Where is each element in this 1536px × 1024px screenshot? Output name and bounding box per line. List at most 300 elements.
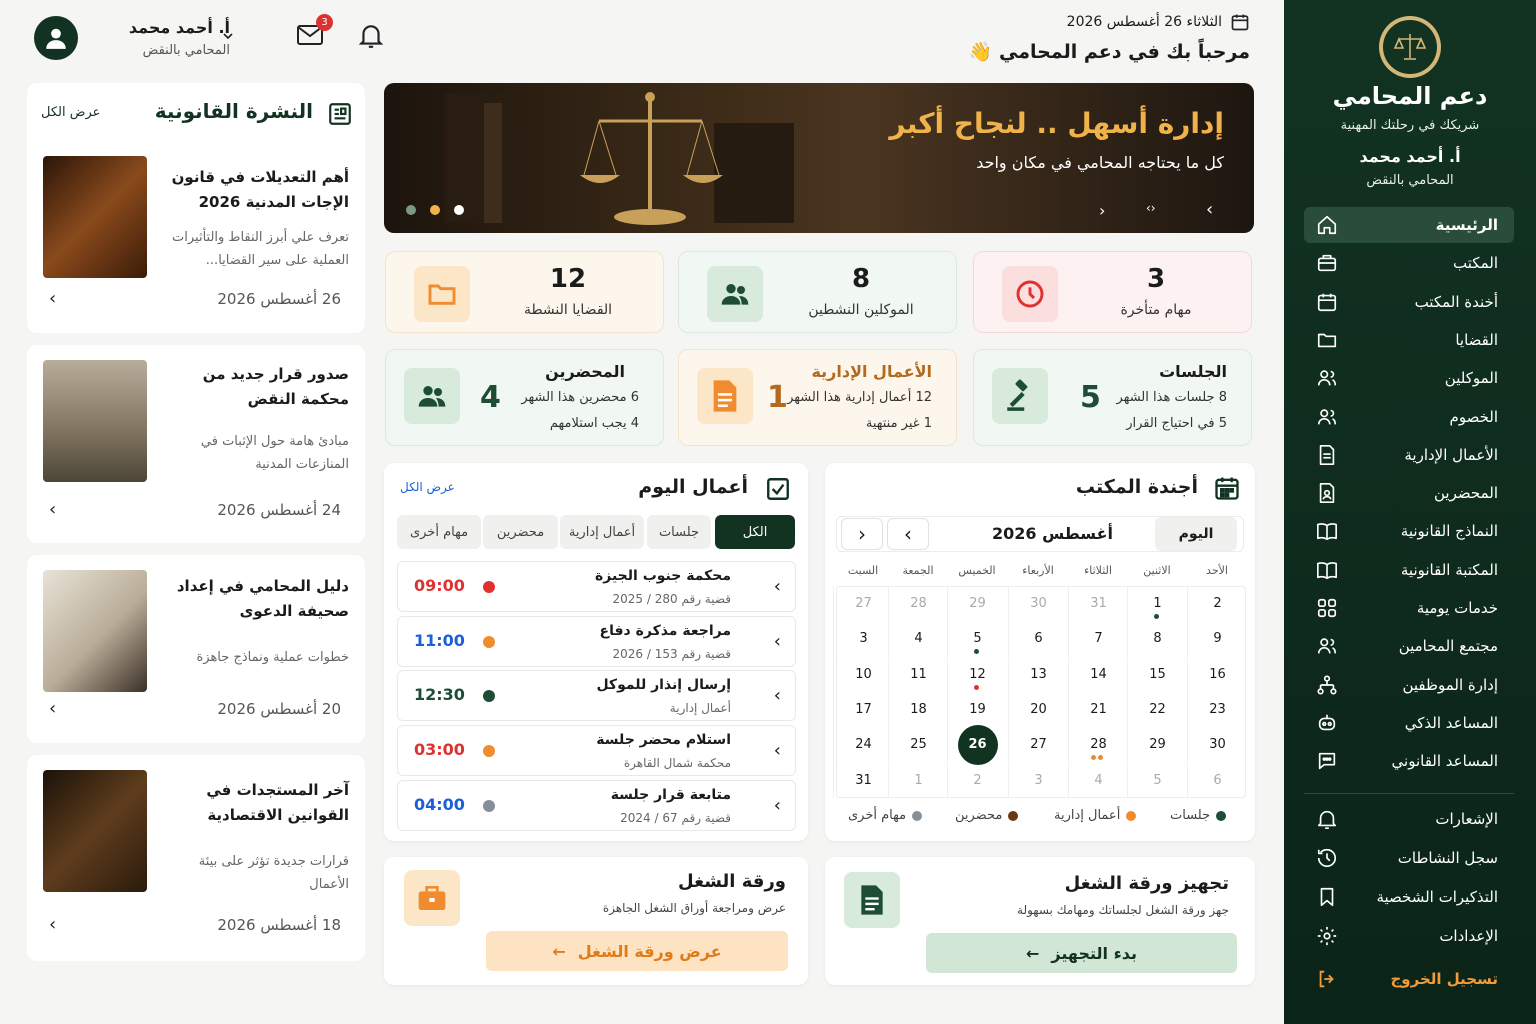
- sidebar-item-label: الإشعارات: [1435, 810, 1498, 828]
- calendar-day[interactable]: [1187, 763, 1247, 798]
- calendar-day-number: 13: [1030, 666, 1047, 682]
- stat-value: 4: [480, 380, 501, 415]
- calendar-day-number: 30: [1209, 737, 1226, 753]
- news-view-all-link[interactable]: عرض الكل: [41, 105, 101, 120]
- calendar-day[interactable]: [1187, 586, 1247, 621]
- robot-icon: [1316, 712, 1338, 734]
- calendar-day[interactable]: [833, 621, 893, 656]
- calendar-day[interactable]: [1127, 763, 1187, 798]
- calendar-day[interactable]: [888, 727, 948, 762]
- calendar-icon: [1316, 291, 1338, 313]
- avatar: [34, 16, 78, 60]
- worksheet-card: [384, 857, 808, 985]
- sidebar-item-14[interactable]: [1304, 743, 1514, 779]
- news-item-date: 26 أغسطس 2026: [217, 290, 341, 308]
- calendar-day-number: 7: [1094, 631, 1103, 647]
- tab-1[interactable]: جلسات: [647, 515, 711, 549]
- stat-value: 12: [549, 264, 587, 294]
- stat-line1: 12 أعمال إدارية هذا الشهر: [787, 390, 932, 405]
- checkbox-icon: [765, 476, 791, 502]
- calendar-day-number: 30: [1030, 596, 1047, 611]
- start-prepare-label: بدء التجهيز: [1051, 943, 1138, 963]
- tab-0[interactable]: الكل: [715, 515, 795, 549]
- logout-button[interactable]: [1304, 961, 1514, 997]
- calendar-day-number: 28: [910, 596, 927, 611]
- stat-line2: 5 في احتياج القرار: [1126, 416, 1227, 431]
- users-icon: [1316, 367, 1338, 389]
- carousel-prev-icon[interactable]: ‹: [1099, 201, 1106, 220]
- calendar-day-number: 2: [1213, 596, 1222, 611]
- news-item-title: دليل المحامي في إعداد صحيفة الدعوى: [176, 577, 349, 620]
- task-time: 11:00: [414, 630, 465, 650]
- news-item[interactable]: [27, 143, 365, 333]
- chevron-right-icon[interactable]: ›: [773, 740, 781, 762]
- calendar-day[interactable]: [1187, 727, 1247, 762]
- sidebar-item-9[interactable]: [1304, 552, 1514, 588]
- prev-month-icon[interactable]: ‹: [841, 518, 883, 550]
- news-title: النشرة القانونية: [154, 99, 313, 123]
- weekday-label: السبت: [847, 564, 879, 577]
- users-icon: [1316, 406, 1338, 428]
- calendar-day-number: 6: [1213, 772, 1222, 788]
- home-icon: [1316, 214, 1338, 236]
- sidebar-item-5[interactable]: [1304, 399, 1514, 435]
- sidebar-item-label: الموكلين: [1444, 369, 1498, 388]
- header-user-name: أ. أحمد محمد: [128, 18, 230, 37]
- start-prepare-button[interactable]: [926, 933, 1237, 973]
- sidebar-item-label: مجتمع المحامين: [1398, 637, 1498, 656]
- task-time: 09:00: [414, 576, 465, 595]
- task-time: 04:00: [414, 794, 465, 814]
- calendar-day-number: 25: [910, 737, 927, 753]
- welcome-message: مرحباً بك في دعم المحامي 👋: [968, 41, 1250, 63]
- calendar-day[interactable]: [1127, 692, 1187, 727]
- stat-active-cases[interactable]: [385, 251, 664, 333]
- document-user-icon: [1316, 482, 1338, 504]
- sidebar-item-label: النماذج القانونية: [1400, 522, 1498, 541]
- chevron-right-icon[interactable]: ›: [49, 698, 57, 719]
- today-title: أعمال اليوم: [638, 476, 748, 498]
- stat-label: مهام متأخرة: [1120, 302, 1192, 318]
- news-item-title: صدور قرار جديد من محكمة النقض: [202, 365, 349, 408]
- sidebar-item-label: سجل النشاطات: [1397, 849, 1498, 867]
- calendar-day-number: 23: [1209, 701, 1226, 717]
- calendar-day-number: 6: [1034, 631, 1043, 647]
- sidebar-item-label: المساعد القانوني: [1391, 752, 1498, 771]
- sidebar-item-4[interactable]: [1304, 360, 1514, 396]
- next-month-icon[interactable]: ›: [887, 518, 929, 550]
- app-tagline: شريكك في رحلتك المهنية: [1340, 118, 1480, 133]
- header-user-role: المحامي بالنقض: [142, 43, 230, 58]
- org-icon: [1316, 674, 1338, 696]
- sidebar-bottom-item-1[interactable]: [1304, 840, 1514, 876]
- tab-3[interactable]: محضرين: [483, 515, 558, 549]
- news-item-date: 20 أغسطس 2026: [217, 700, 341, 718]
- sidebar-item-label: المكتبة القانونية: [1400, 560, 1498, 579]
- calendar-icon: [1213, 474, 1241, 502]
- stat-title: الجلسات: [1159, 362, 1227, 381]
- task-row[interactable]: [397, 780, 796, 831]
- calendar-day-number: 29: [1149, 737, 1166, 753]
- news-item[interactable]: [27, 555, 365, 743]
- bell-icon: [1316, 808, 1338, 830]
- bell-icon[interactable]: [358, 22, 384, 50]
- task-title: مراجعة مذكرة دفاع: [599, 622, 731, 639]
- bookmark-icon: [1316, 886, 1338, 908]
- sidebar-bottom-item-3[interactable]: [1304, 918, 1514, 954]
- news-item-desc: خطوات عملية ونماذج جاهزة: [196, 650, 349, 665]
- calendar-day-number: 22: [1149, 701, 1166, 717]
- calendar-day-number: 31: [855, 772, 872, 788]
- users-icon: [1316, 635, 1338, 657]
- task-subtitle: قضية رقم 67 / 2024: [620, 810, 731, 825]
- legend-label: أعمال إدارية: [1054, 808, 1121, 823]
- calendar-day-number: 17: [855, 701, 872, 717]
- sidebar-user-name: أ. أحمد محمد: [1359, 147, 1461, 166]
- calendar-legend-item: [955, 808, 1018, 823]
- folder-icon: [414, 266, 470, 322]
- calendar-day-number: 27: [1030, 737, 1047, 753]
- calendar-day[interactable]: [888, 657, 948, 692]
- calendar-day[interactable]: [947, 692, 1007, 727]
- carousel-dot[interactable]: [406, 205, 416, 215]
- sidebar-item-label: أخندة المكتب: [1414, 292, 1498, 311]
- task-row[interactable]: [397, 670, 796, 721]
- calendar-day[interactable]: [1008, 586, 1068, 621]
- legend-swatch: [912, 811, 922, 821]
- calendar-day-number: 3: [1034, 772, 1043, 788]
- sidebar-user-role: المحامي بالنقض: [1366, 173, 1454, 188]
- clock-icon: [1002, 266, 1058, 322]
- stat-title: الأعمال الإدارية: [811, 362, 932, 381]
- hero-banner: [384, 83, 1254, 233]
- legend-swatch: [1008, 811, 1018, 821]
- task-row[interactable]: [397, 561, 796, 612]
- stat-value: 1: [767, 380, 788, 415]
- weekday-label: الأربعاء: [1022, 564, 1054, 577]
- calendar-day[interactable]: [1187, 692, 1247, 727]
- calendar-day[interactable]: [833, 657, 893, 692]
- calendar-day-number: 29: [969, 596, 986, 611]
- news-item-desc: قرارات جديدة تؤثر على بيئة الأعمال: [198, 854, 349, 892]
- sidebar-item-8[interactable]: [1304, 513, 1514, 549]
- news-item-date: 18 أغسطس 2026: [217, 916, 341, 934]
- newspaper-icon: [327, 101, 353, 127]
- today-button[interactable]: اليوم: [1155, 517, 1237, 551]
- legend-label: جلسات: [1170, 808, 1211, 823]
- sidebar-item-label: المكتب: [1453, 254, 1498, 273]
- briefcase-icon: [404, 870, 460, 926]
- calendar-legend-item: [1170, 808, 1226, 823]
- sidebar-item-label: التذكيرات الشخصية: [1376, 888, 1498, 906]
- stat-sessions[interactable]: [973, 349, 1252, 446]
- calendar-day[interactable]: [1008, 621, 1068, 656]
- gavel-icon: [992, 368, 1048, 424]
- sidebar-item-12[interactable]: [1304, 667, 1514, 703]
- stat-title: المحضرين: [545, 362, 625, 381]
- legend-swatch: [1216, 811, 1226, 821]
- news-item-title: أهم التعديلات في قانون الإجات المدنية 2026: [171, 168, 349, 211]
- calendar-day-number: 10: [855, 666, 872, 682]
- task-status-dot: [483, 800, 495, 812]
- weekday-label: الجمعة: [902, 564, 934, 577]
- task-subtitle: محكمة شمال القاهرة: [623, 756, 731, 771]
- calendar-day-number: 19: [969, 701, 986, 717]
- calendar-day[interactable]: [1127, 621, 1187, 656]
- stat-value: 5: [1080, 380, 1101, 415]
- weekday-label: الخميس: [958, 564, 996, 577]
- task-status-dot: [483, 690, 495, 702]
- chevron-right-icon[interactable]: ›: [773, 630, 781, 652]
- document-icon: [697, 368, 753, 424]
- hero-subtitle: كل ما يحتاجه المحامي في مكان واحد: [976, 153, 1224, 172]
- calendar-day-number: 20: [1030, 701, 1047, 717]
- stat-bailiffs[interactable]: [385, 349, 664, 446]
- carousel-dots[interactable]: [406, 205, 464, 215]
- header-date: [1067, 12, 1250, 32]
- sidebar-bottom-item-0[interactable]: [1304, 801, 1514, 837]
- news-item-date: 24 أغسطس 2026: [217, 501, 341, 519]
- legend-swatch: [1126, 811, 1136, 821]
- today-view-all-link[interactable]: عرض الكل: [400, 480, 455, 494]
- chevron-down-icon[interactable]: [220, 28, 236, 44]
- chevron-right-icon[interactable]: ›: [773, 685, 781, 707]
- sidebar-item-label: المحضرين: [1434, 484, 1498, 503]
- task-title: محكمة جنوب الجيزة: [594, 568, 731, 584]
- users-icon: [404, 368, 460, 424]
- news-thumbnail: [43, 570, 147, 692]
- calendar-day[interactable]: [1127, 727, 1187, 762]
- sidebar-item-2[interactable]: [1304, 284, 1514, 320]
- calendar-day[interactable]: [1068, 692, 1128, 727]
- header-date-text: الثلاثاء 26 أغسطس 2026: [1066, 14, 1222, 30]
- legend-label: محضرين: [955, 808, 1003, 823]
- news-item-title: آخر المستجدات في القوانين الاقتصادية: [206, 781, 349, 824]
- stat-line1: 8 جلسات هذا الشهر: [1116, 390, 1227, 405]
- stat-label: القضايا النشطة: [523, 302, 613, 318]
- stat-line1: 6 محضرين هذا الشهر: [521, 390, 639, 405]
- task-row[interactable]: [397, 616, 796, 667]
- app-title: دعم المحامي: [1332, 82, 1488, 110]
- worksheet-title: ورقة الشغل: [678, 871, 786, 892]
- calendar-day[interactable]: [1008, 727, 1068, 762]
- calendar-day[interactable]: [1008, 763, 1068, 798]
- stat-overdue-tasks[interactable]: [973, 251, 1252, 333]
- calendar-day[interactable]: [947, 586, 1007, 621]
- sidebar: [1284, 0, 1536, 1024]
- logo-scales-icon: [1379, 16, 1441, 78]
- news-thumbnail: [43, 770, 147, 892]
- calendar-day-number: 18: [910, 701, 927, 717]
- gear-icon: [1316, 925, 1338, 947]
- calendar-day-number: 12: [969, 666, 986, 682]
- news-item-desc: تعرف علي أبرز النقاط والتأثيرات العملية على سير القضايا...: [172, 230, 349, 268]
- news-header: [27, 83, 365, 143]
- calendar-day[interactable]: [888, 621, 948, 656]
- sidebar-item-label: الأعمال الإدارية: [1404, 445, 1498, 464]
- briefcase-icon: [1316, 252, 1338, 274]
- task-subtitle: قضية رقم 153 / 2026: [612, 646, 731, 661]
- calendar-event-dot: [974, 685, 979, 690]
- chevron-right-icon[interactable]: ›: [773, 576, 781, 597]
- calendar-day-number: 2: [973, 772, 982, 788]
- book-icon: [1316, 520, 1338, 542]
- calendar-day-number: 5: [1153, 772, 1162, 788]
- book-icon: [1316, 559, 1338, 581]
- stat-label: الموكلين النشطين: [808, 302, 914, 318]
- agenda-title: أجندة المكتب: [1075, 476, 1198, 498]
- sidebar-divider: [1304, 793, 1514, 794]
- calendar-day[interactable]: [1008, 657, 1068, 692]
- chevron-right-icon[interactable]: ›: [49, 499, 57, 520]
- calendar-day[interactable]: [947, 727, 1007, 762]
- sidebar-item-13[interactable]: [1304, 705, 1514, 741]
- calendar-day[interactable]: [888, 586, 948, 621]
- sidebar-item-11[interactable]: [1304, 628, 1514, 664]
- sidebar-item-1[interactable]: [1304, 245, 1514, 281]
- sidebar-item-label: القضايا: [1455, 330, 1498, 349]
- task-time: 12:30: [414, 685, 465, 705]
- calendar-legend-item: [848, 808, 922, 823]
- task-status-dot: [483, 636, 495, 648]
- carousel-swap-icon[interactable]: ‹›: [1146, 201, 1156, 215]
- carousel-dot[interactable]: [454, 205, 464, 215]
- task-subtitle: أعمال إدارية: [669, 701, 731, 716]
- sidebar-item-label: المساعد الذكي: [1404, 713, 1498, 732]
- users-icon: [707, 266, 763, 322]
- calendar-day-number: 31: [1090, 596, 1107, 611]
- sidebar-item-label: إدارة الموظفين: [1402, 675, 1498, 694]
- chevron-right-icon[interactable]: ›: [773, 794, 781, 816]
- user-menu[interactable]: [34, 16, 254, 60]
- calendar-day-number: 1: [1153, 596, 1162, 611]
- task-subtitle: قضية رقم 280 / 2025: [612, 592, 731, 606]
- legend-label: مهام أخرى: [848, 808, 907, 823]
- carousel-dot[interactable]: [430, 205, 440, 215]
- calendar-day[interactable]: [1068, 586, 1128, 621]
- chevron-right-icon[interactable]: ›: [49, 288, 57, 309]
- calendar-day[interactable]: [1127, 657, 1187, 692]
- weekday-label: الثلاثاء: [1084, 564, 1112, 577]
- sidebar-item-10[interactable]: [1304, 590, 1514, 626]
- calendar-day[interactable]: [833, 763, 893, 798]
- view-worksheet-button[interactable]: [486, 931, 788, 971]
- calendar-month-label: أغسطس 2026: [992, 524, 1113, 543]
- calendar-day[interactable]: [888, 763, 948, 798]
- news-item[interactable]: [27, 345, 365, 543]
- news-item[interactable]: [27, 755, 365, 961]
- tab-2[interactable]: أعمال إدارية: [560, 515, 644, 549]
- calendar-event-dot: [974, 649, 979, 654]
- news-thumbnail: [43, 156, 147, 278]
- grid-icon: [1316, 597, 1338, 619]
- news-item-desc: مبادئ هامة حول الإثبات في المنازعات المدنية: [200, 434, 349, 472]
- arrow-left-icon: ←: [1026, 943, 1040, 963]
- document-icon: [844, 872, 900, 928]
- history-icon: [1316, 847, 1338, 869]
- stat-line2: 1 غير منتهية: [865, 416, 932, 431]
- calendar-day[interactable]: [1008, 692, 1068, 727]
- calendar-event-dot: [1154, 614, 1159, 619]
- folder-icon: [1316, 329, 1338, 351]
- sidebar-item-6[interactable]: [1304, 437, 1514, 473]
- task-title: متابعة قرار جلسة: [610, 786, 731, 803]
- calendar-day[interactable]: [833, 586, 893, 621]
- stat-value: 3: [1146, 264, 1166, 294]
- sidebar-bottom-item-2[interactable]: [1304, 879, 1514, 915]
- calendar-day-number: 4: [1094, 772, 1103, 788]
- calendar-day-number: 11: [910, 666, 927, 682]
- hero-title: إدارة أسهل .. لنجاح أكبر: [889, 107, 1224, 140]
- calendar-day-number: 8: [1153, 631, 1162, 647]
- calendar-day-number: 9: [1213, 631, 1222, 647]
- sidebar-item-label: خدمات يومية: [1416, 599, 1498, 617]
- calendar-day-number: 1: [914, 772, 923, 788]
- stat-admin-work[interactable]: [678, 349, 957, 446]
- calendar-day[interactable]: [833, 692, 893, 727]
- prepare-desc: جهز ورقة الشغل لجلساتك ومهامك بسهولة: [1017, 903, 1229, 917]
- calendar-day-number: 27: [855, 596, 872, 611]
- task-status-dot: [483, 745, 495, 757]
- task-row[interactable]: [397, 725, 796, 776]
- sidebar-item-3[interactable]: [1304, 322, 1514, 358]
- calendar-day-number: 14: [1090, 666, 1107, 682]
- stat-active-clients[interactable]: [678, 251, 957, 333]
- calendar-day[interactable]: [1068, 657, 1128, 692]
- prepare-title: تجهيز ورقة الشغل: [1064, 873, 1229, 894]
- task-status-dot: [483, 581, 495, 593]
- task-time: 03:00: [414, 740, 465, 760]
- view-worksheet-label: عرض ورقة الشغل: [577, 941, 722, 961]
- tab-4[interactable]: مهام أخرى: [397, 515, 481, 549]
- document-icon: [1316, 444, 1338, 466]
- calendar-day[interactable]: [947, 763, 1007, 798]
- logout-icon: [1316, 968, 1338, 990]
- sidebar-item-0[interactable]: [1304, 207, 1514, 243]
- calendar-day-number: 4: [914, 631, 923, 647]
- news-thumbnail: [43, 360, 147, 482]
- logout-label: تسجيل الخروج: [1390, 970, 1498, 988]
- calendar-day[interactable]: [1187, 621, 1247, 656]
- calendar-day[interactable]: [888, 692, 948, 727]
- task-title: إرسال إنذار للموكل: [596, 677, 731, 694]
- sidebar-item-label: الخصوم: [1449, 407, 1498, 426]
- calendar-day[interactable]: [1068, 763, 1128, 798]
- calendar-day[interactable]: [1187, 657, 1247, 692]
- calendar-day-number: 16: [1209, 666, 1226, 682]
- arrow-left-icon: ←: [552, 941, 566, 961]
- chevron-right-icon[interactable]: ›: [49, 914, 57, 935]
- calendar-day-number: 5: [973, 631, 982, 647]
- worksheet-desc: عرض ومراجعة أوراق الشغل الجاهزة: [602, 901, 786, 915]
- prepare-card: [825, 857, 1255, 985]
- calendar-day[interactable]: [833, 727, 893, 762]
- calendar-day-number: 3: [859, 631, 868, 647]
- stat-value: 8: [851, 264, 871, 294]
- sidebar-item-7[interactable]: [1304, 475, 1514, 511]
- weekday-label: الاثنين: [1143, 564, 1171, 577]
- calendar-day-number: 21: [1090, 701, 1107, 717]
- calendar-day-number: 15: [1149, 666, 1166, 682]
- carousel-next-icon[interactable]: ›: [1206, 199, 1214, 220]
- mail-count-badge: 3: [316, 14, 333, 31]
- calendar-icon: [1230, 12, 1250, 32]
- stat-line2: 4 يجب استلامهم: [549, 416, 639, 431]
- weekday-label: الأحد: [1206, 564, 1228, 577]
- calendar-day[interactable]: [1068, 621, 1128, 656]
- chat-icon: [1316, 750, 1338, 772]
- task-title: استلام محضر جلسة: [596, 732, 731, 749]
